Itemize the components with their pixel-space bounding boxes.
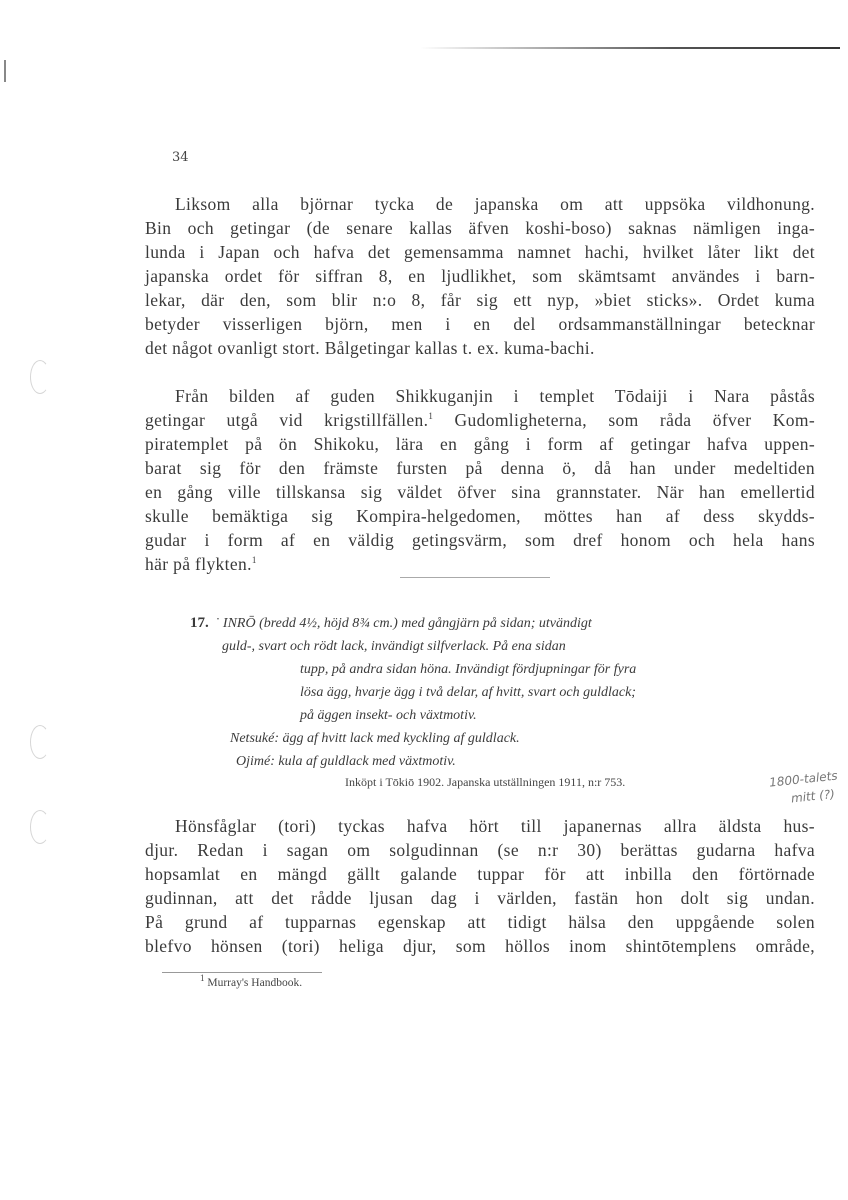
text-line: barat sig för den främste fursten på denna ö, då han under medeltiden bbox=[145, 458, 815, 478]
handwritten-line: 1800-talets bbox=[768, 768, 839, 790]
text-line: gudinnan, att det rådde ljusan dag i världen, fastän hon dolt sig undan. bbox=[145, 888, 815, 908]
text-line: japanska ordet för siffran 8, en ljudlikhet, som skämtsamt användes i barn- bbox=[145, 266, 815, 286]
punch-hole bbox=[30, 810, 50, 844]
text-line bbox=[145, 552, 815, 576]
catalog-ojime: Ojimé: kula af guldlack med växtmotiv. bbox=[236, 754, 456, 769]
text-line: lekar, där den, som blir n:o 8, får sig ett nyp, »biet sticks». Ordet kuma bbox=[145, 290, 815, 310]
text-line: en gång ville tillskansa sig väldet öfver sina grannstater. När han emellertid bbox=[145, 482, 815, 502]
text-line: Från bilden af guden Shikkuganjin i templet Tōdaiji i Nara påstås bbox=[175, 386, 815, 406]
punch-hole bbox=[30, 360, 50, 394]
text-line bbox=[145, 408, 815, 432]
text-line: Hönsfåglar (tori) tyckas hafva hört till japanernas allra äldsta hus- bbox=[175, 816, 815, 836]
paragraph-chickens bbox=[145, 814, 815, 958]
top-rule bbox=[420, 47, 840, 49]
text-line: djur. Redan i sagan om solgudinnan (se n:r 30) berättas gudarna hafva bbox=[145, 840, 815, 860]
text-line: På grund af tupparnas egenskap att tidigt hälsa den uppgående solen bbox=[145, 912, 815, 932]
catalog-line: lösa ägg, hvarje ägg i två delar, af hvitt, svart och guldlack; bbox=[300, 685, 636, 700]
catalog-number: 17. bbox=[190, 615, 209, 631]
text-line: piratemplet på ön Shikoku, lära en gång i form af getingar hafva uppen- bbox=[145, 434, 815, 454]
section-divider bbox=[400, 577, 550, 578]
left-margin-mark bbox=[4, 60, 6, 82]
paragraph-bears bbox=[145, 192, 815, 360]
punch-hole bbox=[30, 725, 50, 759]
footnote-text: Murray's Handbook. bbox=[204, 977, 303, 989]
catalog-line: på äggen insekt- och växtmotiv. bbox=[300, 708, 477, 723]
handwritten-note bbox=[768, 766, 841, 809]
text-line: Liksom alla björnar tycka de japanska om att uppsöka vildhonung. bbox=[175, 194, 815, 214]
purchase-info: Inköpt i Tōkiō 1902. Japanska utställningen 1911, n:r 753. bbox=[345, 775, 626, 789]
text-line: gudar i form af en väldig getingsvärm, som dref honom och hela hans bbox=[145, 530, 815, 550]
catalog-line: tupp, på andra sidan höna. Invändigt fördjupningar för fyra bbox=[300, 662, 637, 677]
catalog-title: ˙ INRŌ (bredd 4½, höjd 8¾ cm.) med gångjärn på sidan; utvändigt bbox=[214, 616, 592, 631]
text-line: lunda i Japan och hafva det gemensamma namnet hachi, hvilket låter likt det bbox=[145, 242, 815, 262]
catalog-netsuke: Netsuké: ägg af hvitt lack med kyckling af guldlack. bbox=[230, 731, 520, 746]
paragraph-wasps bbox=[145, 384, 815, 576]
catalog-entry bbox=[190, 612, 830, 773]
text-line: blefvo hönsen (tori) heliga djur, som höllos inom shintōtemplens område, bbox=[145, 936, 815, 956]
footnote bbox=[200, 973, 303, 989]
footnote-divider bbox=[162, 972, 322, 973]
catalog-line bbox=[190, 612, 830, 635]
footnote-mark: 1 bbox=[200, 973, 205, 984]
handwritten-line: mitt (?) bbox=[790, 786, 836, 806]
text-line: hopsamlat en mängd gällt galande tuppar för att inbilla den förtörnade bbox=[145, 864, 815, 884]
footnote-reference: 1 bbox=[251, 555, 257, 566]
text-fragment: Gudomligheterna, som råda öfver Kom- bbox=[433, 410, 815, 430]
text-line: det något ovanligt stort. Bålgetingar kallas t. ex. kuma-bachi. bbox=[145, 338, 595, 358]
text-fragment: getingar utgå vid krigstillfällen. bbox=[145, 410, 429, 430]
catalog-line: guld-, svart och rödt lack, invändigt silfverlack. På ena sidan bbox=[222, 639, 566, 654]
text-line: betyder visserligen björn, men i en del ordsammanställningar betecknar bbox=[145, 314, 815, 334]
text-line: skulle bemäktiga sig Kompira-helgedomen, möttes han af dess skydds- bbox=[145, 506, 815, 526]
text-line: Bin och getingar (de senare kallas äfven koshi-boso) saknas nämligen inga- bbox=[145, 218, 815, 238]
text-fragment: här på flykten. bbox=[145, 554, 252, 574]
footnote-reference: 1 bbox=[428, 411, 434, 422]
page-number: 34 bbox=[172, 150, 189, 165]
